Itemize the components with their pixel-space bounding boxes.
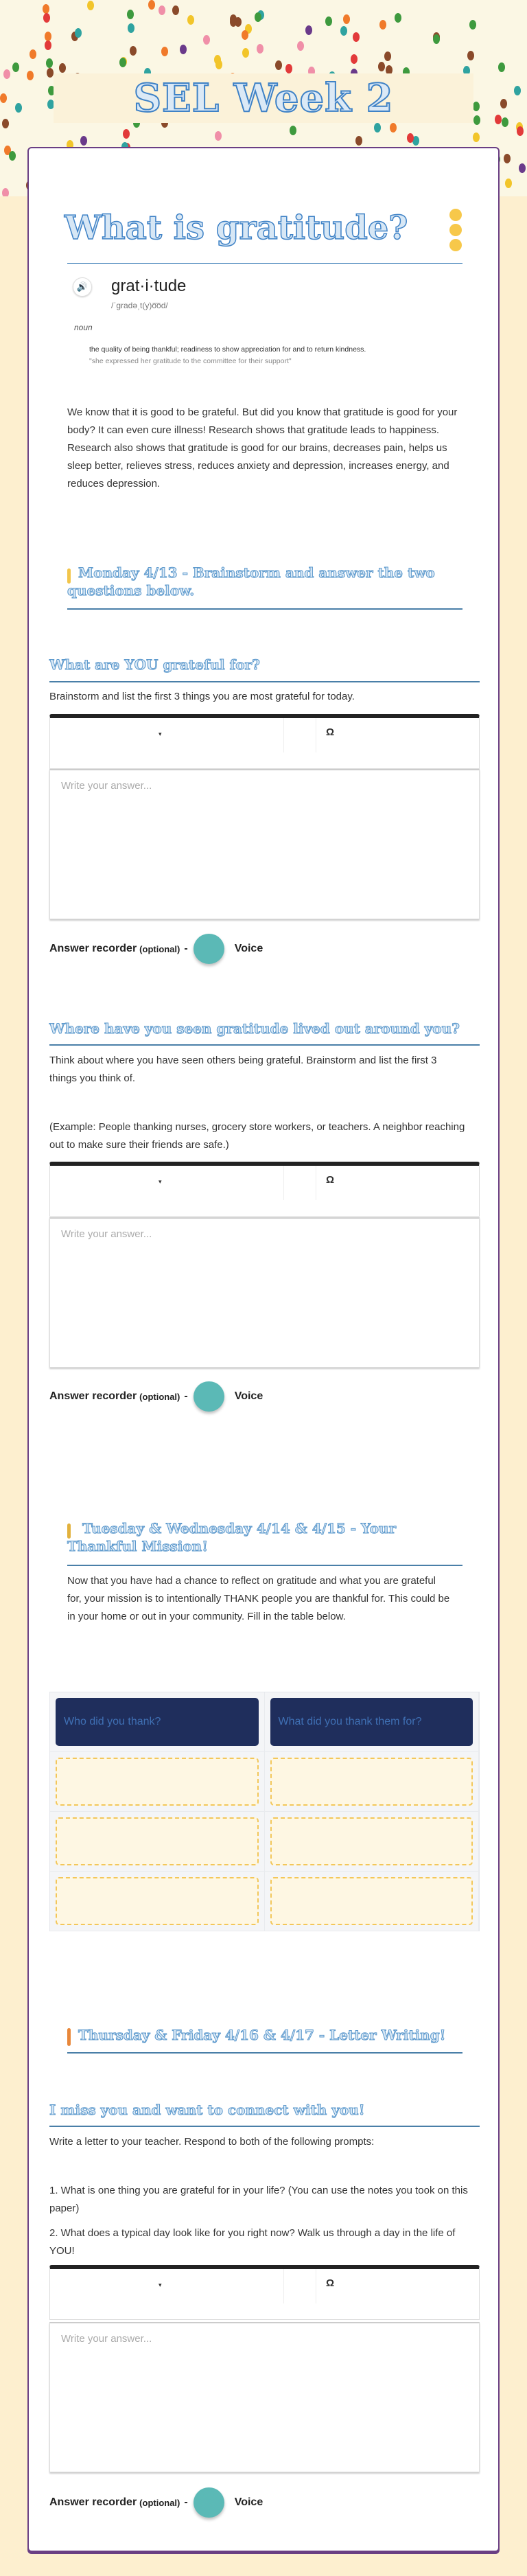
confetti-dot: [505, 179, 512, 188]
confetti-dot: [215, 131, 222, 141]
dictionary-example: "she expressed her gratitude to the committee for their support": [89, 357, 292, 365]
divider: [67, 608, 462, 610]
confetti-dot: [161, 47, 168, 56]
who-input[interactable]: [56, 1817, 259, 1865]
monday-heading: Monday 4/13 - Brainstorm and answer the two questions below.: [67, 564, 435, 599]
smiley-emoji-column: [449, 209, 462, 251]
confetti-dot: [75, 28, 82, 38]
confetti-dot: [514, 86, 521, 95]
recorder-dash: -: [184, 2496, 188, 2508]
confetti-dot: [355, 136, 362, 146]
confetti-dot: [495, 115, 502, 124]
confetti-dot: [9, 151, 16, 161]
recorder-optional: (optional): [139, 2497, 180, 2508]
confetti-dot: [127, 10, 134, 19]
answer-recorder: [49, 934, 263, 964]
q1-answer-input[interactable]: [49, 769, 480, 919]
recorder-dash: -: [184, 1390, 188, 1402]
dictionary-word: grat·i·tude: [111, 277, 187, 295]
who-input[interactable]: [56, 1758, 259, 1806]
confetti-dot: [473, 133, 480, 142]
confetti-dot: [130, 46, 137, 56]
voice-label: Voice: [234, 943, 264, 954]
confetti-dot: [242, 48, 249, 58]
intro-heading: What is gratitude?: [65, 209, 408, 247]
confetti-dot: [172, 5, 179, 15]
confetti-dot: [473, 102, 480, 111]
recorder-dash: -: [184, 943, 188, 954]
worksheet-card: [27, 147, 500, 2552]
editor-toolbar: [49, 2265, 480, 2320]
q3-prompt-1: 1. What is one thing you are grateful for in your life? (You can use the notes you took on this paper): [49, 2185, 468, 2214]
confetti-dot: [119, 58, 126, 67]
confetti-dot: [27, 71, 34, 80]
confetti-dot: [47, 68, 54, 78]
special-characters-icon[interactable]: Ω: [326, 2277, 335, 2289]
confetti-dot: [384, 51, 391, 61]
confetti-dot: [12, 62, 19, 72]
confetti-dot: [517, 126, 524, 136]
title-banner: [54, 73, 473, 123]
confetti-dot: [519, 163, 526, 173]
q3-description: Write a letter to your teacher. Respond to both of the following prompts:: [49, 2136, 375, 2148]
confetti-dot: [390, 123, 397, 133]
divider: [49, 681, 480, 682]
confetti-dot: [395, 13, 401, 23]
voice-label: Voice: [234, 1390, 264, 1402]
table-header: Who did you thank?: [56, 1698, 259, 1746]
speaker-icon[interactable]: 🔊: [73, 277, 92, 297]
confetti-dot: [473, 115, 480, 125]
divider: [49, 2126, 480, 2127]
confetti-dot: [340, 26, 347, 36]
confetti-dot: [180, 45, 187, 54]
confetti-dot: [30, 49, 36, 59]
confetti-dot: [297, 41, 304, 51]
divider: [67, 2052, 462, 2054]
confetti-dot: [378, 62, 385, 71]
confetti-dot: [80, 136, 87, 146]
confetti-dot: [128, 23, 134, 33]
confetti-dot: [45, 41, 51, 50]
format-dropdown-icon[interactable]: ▾: [159, 731, 162, 737]
confetti-dot: [187, 15, 194, 25]
confetti-dot: [502, 117, 508, 127]
q3-answer-input[interactable]: [49, 2322, 480, 2472]
tuesday-heading: Tuesday & Wednesday 4/14 & 4/15 - Your Thankful Mission!: [67, 1520, 396, 1554]
q3-prompt-2: 2. What does a typical day look like for you right now? Walk us through a day in the life of YOU!: [49, 2227, 456, 2257]
confetti-dot: [433, 34, 440, 44]
what-input[interactable]: [270, 1877, 473, 1925]
what-input[interactable]: [270, 1817, 473, 1865]
confetti-dot: [305, 25, 312, 35]
confetti-dot: [159, 5, 165, 15]
confetti-dot: [325, 16, 332, 26]
confetti-dot: [351, 54, 358, 64]
confetti-dot: [46, 58, 53, 68]
recorder-label: Answer recorder: [49, 943, 137, 954]
confetti-dot: [498, 62, 505, 72]
q1-title: What are YOU grateful for?: [49, 656, 260, 673]
confetti-dot: [255, 12, 261, 22]
confetti-dot: [59, 63, 66, 73]
confetti-dot: [87, 1, 94, 10]
confetti-dot: [500, 99, 507, 108]
intro-paragraph: We know that it is good to be grateful. But did you know that gratitude is good for your body? It can even cure illness! Research shows that gratitude leads to happiness. Research also shows that gratitude is good for our brains, decreases pain, helps us sleep better, relieves stress, reduces anxiety and depression, increases energy, and reduces depression.: [67, 406, 458, 490]
dictionary-definition: the quality of being thankful; readiness to show appreciation for and to return kindness.: [89, 345, 366, 354]
special-characters-icon[interactable]: Ω: [326, 726, 335, 738]
format-dropdown-icon[interactable]: ▾: [159, 2281, 162, 2288]
recorder-label: Answer recorder: [49, 2496, 137, 2508]
confetti-dot: [2, 119, 9, 128]
recorder-label: Answer recorder: [49, 1390, 137, 1402]
thursday-heading: Thursday & Friday 4/16 & 4/17 - Letter Writing!: [78, 2027, 446, 2043]
confetti-dot: [45, 32, 51, 41]
q2-title: Where have you seen gratitude lived out around you?: [49, 1020, 460, 1037]
q2-answer-input[interactable]: [49, 1217, 480, 1368]
format-dropdown-icon[interactable]: ▾: [159, 1178, 162, 1185]
confetti-dot: [0, 93, 7, 103]
confetti-dot: [469, 20, 476, 30]
confetti-dot: [467, 51, 474, 60]
confetti-dot: [407, 133, 414, 143]
what-input[interactable]: [270, 1758, 473, 1806]
confetti-dot: [353, 32, 360, 42]
who-input[interactable]: [56, 1877, 259, 1925]
confetti-dot: [203, 35, 210, 45]
voice-label: Voice: [234, 2496, 264, 2508]
confetti-dot: [379, 20, 386, 30]
answer-recorder: [49, 2487, 263, 2518]
confetti-dot: [504, 154, 511, 163]
q2-example: (Example: People thanking nurses, grocery store workers, or teachers. A neighbor reaching out to make sure their friends are safe.): [49, 1121, 465, 1151]
confetti-dot: [2, 188, 9, 196]
confetti-dot: [3, 69, 10, 79]
confetti-dot: [123, 129, 130, 139]
dictionary-pos: noun: [74, 323, 93, 332]
thankful-mission-table: [49, 1692, 480, 1931]
confetti-dot: [15, 103, 22, 113]
emoji-icon: [67, 2028, 71, 2046]
special-characters-icon[interactable]: Ω: [326, 1174, 335, 1186]
divider: [67, 263, 462, 264]
recorder-optional: (optional): [139, 1391, 180, 1402]
confetti-dot: [43, 4, 49, 14]
q3-title: I miss you and want to connect with you!: [49, 2102, 365, 2118]
confetti-dot: [343, 14, 350, 24]
confetti-dot: [215, 60, 222, 69]
confetti-dot: [374, 123, 381, 133]
confetti-dot: [275, 60, 282, 70]
editor-toolbar: [49, 714, 480, 769]
confetti-dot: [43, 13, 50, 23]
answer-recorder: [49, 1381, 263, 1412]
dictionary-pronunciation: /ˈɡradəˌt(y)o͞od/: [111, 301, 168, 310]
confetti-dot: [290, 126, 296, 135]
record-button[interactable]: [194, 2487, 224, 2518]
record-button[interactable]: [194, 1381, 224, 1412]
q2-description: Think about where you have seen others being grateful. Brainstorm and list the first 3 things you think of.: [49, 1055, 437, 1084]
q1-description: Brainstorm and list the first 3 things you are most grateful for today.: [49, 691, 355, 702]
record-button[interactable]: [194, 934, 224, 964]
editor-toolbar: [49, 1162, 480, 1217]
divider: [67, 1565, 462, 1566]
page-title: SEL Week 2: [133, 76, 394, 121]
confetti-dot: [230, 14, 237, 24]
confetti-dot: [285, 64, 292, 73]
recorder-optional: (optional): [139, 943, 180, 954]
confetti-dot: [148, 0, 155, 10]
tuesday-paragraph: Now that you have had a chance to reflect on gratitude and what you are grateful for, your mission is to intentionally THANK people you are thankful for. This could be in your home or out in your community. Fill in the table below.: [67, 1575, 450, 1622]
confetti-dot: [242, 30, 248, 40]
confetti-dot: [257, 44, 264, 54]
table-header: What did you thank them for?: [270, 1698, 473, 1746]
divider: [49, 1044, 480, 1046]
